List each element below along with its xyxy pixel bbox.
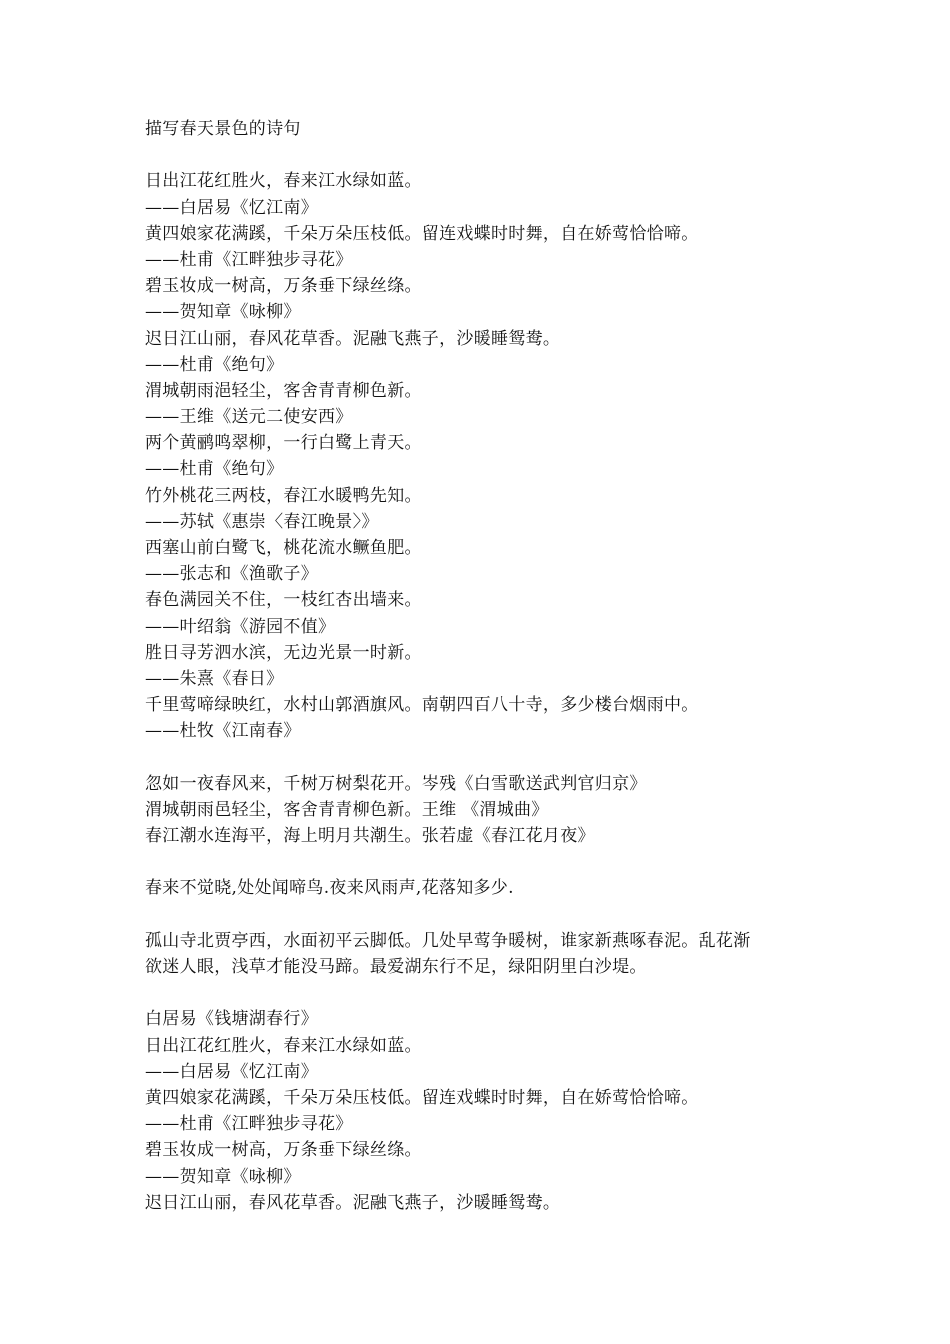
poem-line: 迟日江山丽，春风花草香。泥融飞燕子，沙暖睡鸳鸯。 xyxy=(145,328,561,349)
poem-line: 千里莺啼绿映红，水村山郭酒旗风。南朝四百八十寺，多少楼台烟雨中。 xyxy=(145,695,699,716)
poem-line: 孤山寺北贾亭西，水面初平云脚低。几处早莺争暖树，谁家新燕啄春泥。乱花渐 xyxy=(145,930,751,951)
poem-line: 两个黄鹂鸣翠柳，一行白鹭上青天。 xyxy=(145,433,422,454)
document-page xyxy=(145,116,825,1216)
poem-attribution: ——叶绍翁《游园不值》 xyxy=(145,616,336,637)
poem-attribution: ——王维《送元二使安西》 xyxy=(145,407,353,428)
poem-list-section-1 xyxy=(145,168,825,744)
poem-attribution: ——杜甫《绝句》 xyxy=(145,459,284,480)
poem-line: 欲迷人眼，浅草才能没马蹄。最爱湖东行不足，绿阳阴里白沙堤。 xyxy=(145,957,647,977)
poem-line: 西塞山前白鹭飞，桃花流水鳜鱼肥。 xyxy=(145,538,422,558)
poem-line: 黄四娘家花满蹊，千朵万朵压枝低。留连戏蝶时时舞，自在娇莺恰恰啼。 xyxy=(145,1087,699,1108)
poem-paragraph: 春来不觉晓,处处闻啼鸟.夜来风雨声,花落知多少. xyxy=(145,878,514,899)
poem-line: 碧玉妆成一树高，万条垂下绿丝绦。 xyxy=(145,1140,422,1161)
poem-paragraph-wrapped xyxy=(145,928,825,980)
poem-attribution: ——杜牧《江南春》 xyxy=(145,721,301,742)
document-title: 描写春天景色的诗句 xyxy=(145,119,301,139)
poem-line: 忽如一夜春风来，千树万树梨花开。岑残《白雪歌送武判官归京》 xyxy=(145,773,647,794)
poem-line: 日出江花红胜火，春来江水绿如蓝。 xyxy=(145,171,422,192)
paragraph-spacer xyxy=(145,902,825,928)
poem-line: 渭城朝雨邑轻尘，客舍青青柳色新。王维 《渭城曲》 xyxy=(145,799,549,820)
poem-attribution: ——贺知章《咏柳》 xyxy=(145,302,301,323)
poem-line: 春色满园关不住，一枝红杏出墙来。 xyxy=(145,590,422,611)
poem-attribution: ——苏轼《惠崇〈春江晚景〉》 xyxy=(145,511,379,532)
poem-list-section-2 xyxy=(145,771,825,850)
poem-line: 胜日寻芳泗水滨，无边光景一时新。 xyxy=(145,642,422,663)
poem-attribution: ——白居易《忆江南》 xyxy=(145,197,318,218)
poem-attribution: ——杜甫《江畔独步寻花》 xyxy=(145,249,353,270)
poem-attribution: ——朱熹《春日》 xyxy=(145,668,284,689)
paragraph-spacer xyxy=(145,980,825,1006)
poem-list-section-5 xyxy=(145,1006,825,1216)
poem-line: 迟日江山丽，春风花草香。泥融飞燕子，沙暖睡鸳鸯。 xyxy=(145,1192,561,1213)
poem-attribution: ——张志和《渔歌子》 xyxy=(145,564,318,585)
poem-line: 竹外桃花三两枝，春江水暖鸭先知。 xyxy=(145,485,422,506)
poem-attribution: ——贺知章《咏柳》 xyxy=(145,1166,301,1187)
poem-line: 日出江花红胜火，春来江水绿如蓝。 xyxy=(145,1035,422,1056)
poem-attribution: ——杜甫《绝句》 xyxy=(145,354,284,375)
paragraph-spacer xyxy=(145,849,825,875)
paragraph-spacer xyxy=(145,745,825,771)
poem-attribution: ——白居易《忆江南》 xyxy=(145,1061,318,1082)
poem-line: 黄四娘家花满蹊，千朵万朵压枝低。留连戏蝶时时舞，自在娇莺恰恰啼。 xyxy=(145,223,699,244)
poem-line: 春江潮水连海平，海上明月共潮生。张若虚《春江花月夜》 xyxy=(145,826,595,847)
poem-attribution: ——杜甫《江畔独步寻花》 xyxy=(145,1114,353,1135)
poem-line: 碧玉妆成一树高，万条垂下绿丝绦。 xyxy=(145,276,422,297)
poem-line: 渭城朝雨浥轻尘，客舍青青柳色新。 xyxy=(145,380,422,401)
poem-attribution: 白居易《钱塘湖春行》 xyxy=(145,1009,318,1030)
